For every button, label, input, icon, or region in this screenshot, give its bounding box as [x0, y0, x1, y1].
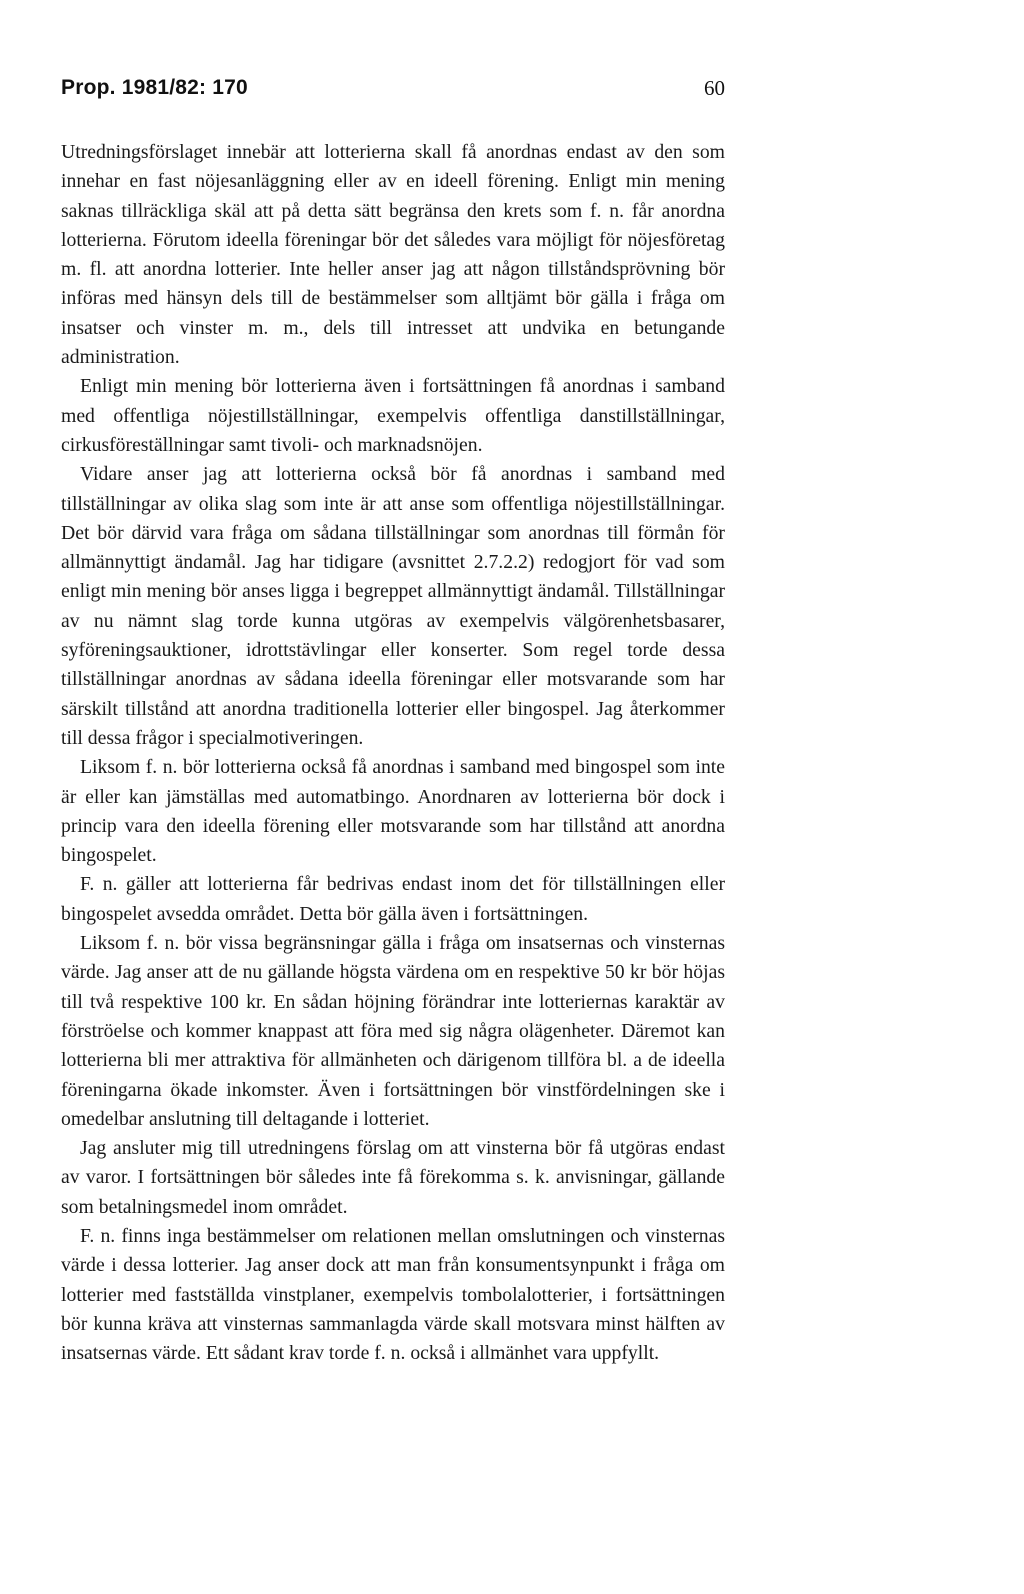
- paragraph-3: Vidare anser jag att lotterierna också bör få anordnas i samband med tillställningar av olika slag som inte är att anse som offentliga nöjestillställningar. Det bör därvid vara fråga om sådana tillställningar som anordnas till förmån för allmännyttigt ändamål. Jag har tidigare (avsnittet 2.7.2.2) redogjort för vad som enligt min mening bör anses ligga i begreppet allmännyttigt ändamål. Tillställningar av nu nämnt slag torde kunna utgöras av exempelvis välgörenhetsbasarer, syföreningsauktioner, idrottstävlingar eller konserter. Som regel torde dessa tillställningar anordnas av sådana ideella föreningar eller motsvarande som har särskilt tillstånd att anordna traditionella lotterier eller bingospel. Jag återkommer till dessa frågor i specialmotiveringen.: [61, 463, 725, 749]
- page-header: [61, 76, 725, 106]
- paragraph-1: Utredningsförslaget innebär att lotterierna skall få anordnas endast av den som innehar en fast nöjesanläggning eller av en ideell förening. Enligt min mening saknas tillräckliga skäl att på detta sätt begränsa den krets som f. n. får anordna lotterierna. Förutom ideella föreningar bör det således vara möjligt för nöjesföretag m. fl. att anordna lotterier. Inte heller anser jag att någon tillståndsprövning bör införas med hänsyn dels till de bestämmelser som alltjämt bör gälla i fråga om insatser och vinster m. m., dels till intresset att undvika en betungande administration.: [61, 141, 725, 369]
- page-number: 60: [704, 76, 725, 100]
- paragraph-5: F. n. gäller att lotterierna får bedrivas endast inom det för tillställningen eller bingospelet avsedda området. Detta bör gälla även i fortsättningen.: [61, 873, 725, 925]
- paragraph-8: F. n. finns inga bestämmelser om relationen mellan omslutningen och vinsternas värde i dessa lotterier. Jag anser dock att man från konsumentsynpunkt i fråga om lotterier med fastställda vinstplaner, exempelvis tombolalotterier, i fortsättningen bör kunna kräva att vinsternas sammanlagda värde skall motsvara minst hälften av insatsernas värde. Ett sådant krav torde f. n. också i allmänhet vara uppfyllt.: [61, 1224, 725, 1365]
- paragraph-7: Jag ansluter mig till utredningens förslag om att vinsterna bör få utgöras endast av varor. I fortsättningen bör således inte få förekomma s. k. anvisningar, gällande som betalningsmedel inom området.: [61, 1137, 725, 1218]
- document-reference: Prop. 1981/82: 170: [61, 76, 248, 99]
- paragraph-4: Liksom f. n. bör lotterierna också få anordnas i samband med bingospel som inte är eller kan jämställas med automatbingo. Anordnaren av lotterierna bör dock i princip vara den ideella förening eller motsvarande som har tillstånd att anordna bingospelet.: [61, 756, 725, 867]
- paragraph-6: Liksom f. n. bör vissa begränsningar gälla i fråga om insatsernas och vinsternas värde. Jag anser att de nu gällande högsta värdena om en respektive 50 kr bör höjas till två respektive 100 kr. En sådan höjning förändrar inte lotteriernas karaktär av förströelse och kommer knappast att föra med sig några olägenheter. Däremot kan lotterierna bli mer attraktiva för allmänheten och därigenom tillföra bl. a de ideella föreningarna ökade inkomster. Även i fortsättningen bör vinstfördelningen ske i omedelbar anslutning till deltagande i lotteriet.: [61, 932, 725, 1130]
- body-text: [61, 138, 725, 1368]
- paragraph-2: Enligt min mening bör lotterierna även i fortsättningen få anordnas i samband med offentliga nöjestillställningar, exempelvis offentliga danstillställningar, cirkusföreställningar samt tivoli- och marknadsnöjen.: [61, 375, 725, 456]
